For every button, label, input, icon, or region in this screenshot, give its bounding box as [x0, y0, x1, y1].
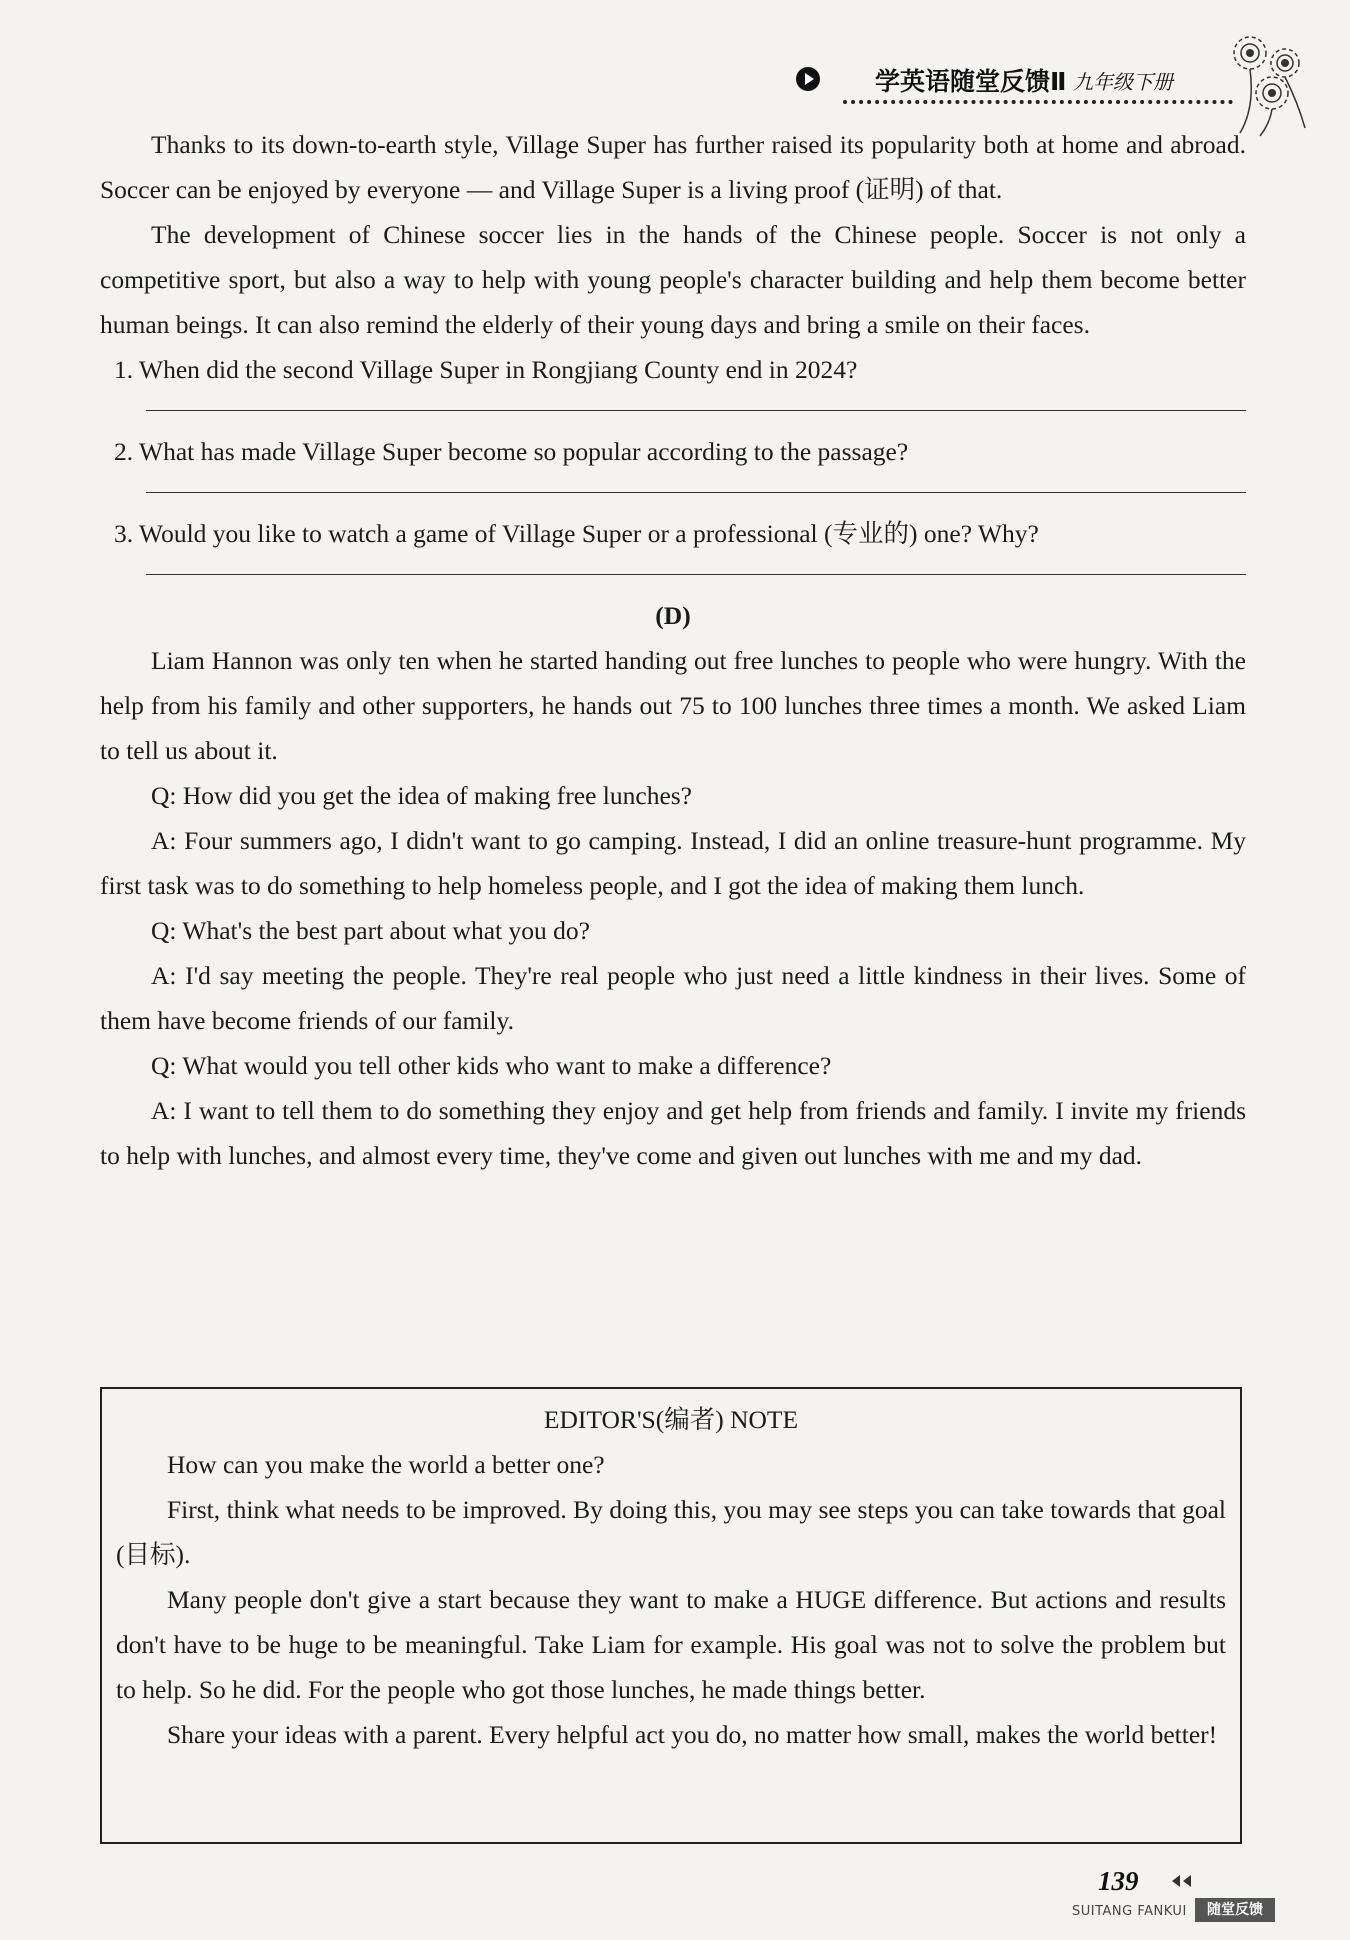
- page-number: 139: [1098, 1866, 1139, 1896]
- question-2: 2. What has made Village Super become so popular according to the passage?: [114, 437, 909, 466]
- interview-paragraph: Liam Hannon was only ten when he started handing out free lunches to people who were hungry. With the help from his family and other supporters, he hands out 75 to 100 lunches three times a month. We asked Liam to tell us about it.: [100, 646, 1246, 765]
- editor-note-paragraph: How can you make the world a better one?: [167, 1450, 605, 1479]
- editor-note-paragraph: First, think what needs to be improved. By doing this, you may see steps you can take towards that goal (目标).: [116, 1495, 1226, 1569]
- editor-note-title: EDITOR'S(编者) NOTE: [543, 1405, 799, 1434]
- play-circle-icon: [795, 66, 821, 92]
- header-dotted-rule: [843, 100, 1233, 104]
- main-content: [100, 122, 1246, 1178]
- interview-question: Q: How did you get the idea of making free lunches?: [151, 781, 693, 810]
- footer-english-label: SUITANG FANKUI: [1072, 1904, 1187, 1919]
- double-left-arrow-icon: [1170, 1874, 1194, 1888]
- interview-answer: A: I want to tell them to do something they enjoy and get help from friends and family. I invite my friends to help with lunches, and almost every time, they've come and given out lunches with me and my dad.: [100, 1096, 1246, 1170]
- passage-paragraph: The development of Chinese soccer lies in the hands of the Chinese people. Soccer is not only a competitive sport, but also a way to help with young people's character building and help them become better human beings. It can also remind the elderly of their young days and bring a smile on their faces.: [100, 220, 1246, 339]
- footer-badge: 随堂反馈: [1195, 1898, 1275, 1922]
- section-d-title: (D): [655, 601, 691, 630]
- editor-note-paragraph: Many people don't give a start because they want to make a HUGE difference. But actions and results don't have to be huge to be meaningful. Take Liam for example. His goal was not to solve the problem but to help. So he did. For the people who got those lunches, he made things better.: [116, 1585, 1226, 1704]
- interview-question: Q: What would you tell other kids who want to make a difference?: [151, 1051, 832, 1080]
- interview-answer: A: I'd say meeting the people. They're real people who just need a little kindness in their lives. Some of them have become friends of our family.: [100, 961, 1246, 1035]
- interview-question: Q: What's the best part about what you do?: [151, 916, 590, 945]
- book-title: 学英语随堂反馈Ⅱ: [875, 67, 1067, 96]
- grade-label: 九年级下册: [1073, 70, 1173, 94]
- question-1: 1. When did the second Village Super in Rongjiang County end in 2024?: [114, 355, 858, 384]
- interview-answer: A: Four summers ago, I didn't want to go camping. Instead, I did an online treasure-hunt programme. My first task was to do something to help homeless people, and I got the idea of making them lunch.: [100, 826, 1246, 900]
- sunflower-decoration-icon: [1210, 18, 1330, 138]
- question-3: 3. Would you like to watch a game of Village Super or a professional (专业的) one? Why?: [114, 519, 1039, 548]
- page-header: [795, 60, 1265, 108]
- passage-paragraph: Thanks to its down-to-earth style, Village Super has further raised its popularity both at home and abroad. Soccer can be enjoyed by everyone — and Village Super is a living proof (证明) of that.: [100, 130, 1246, 204]
- answer-line-1[interactable]: [146, 410, 1246, 411]
- answer-line-3[interactable]: [146, 574, 1246, 575]
- answer-line-2[interactable]: [146, 492, 1246, 493]
- editor-note-paragraph: Share your ideas with a parent. Every helpful act you do, no matter how small, makes the world better!: [167, 1720, 1218, 1749]
- editor-note-box: [100, 1387, 1242, 1844]
